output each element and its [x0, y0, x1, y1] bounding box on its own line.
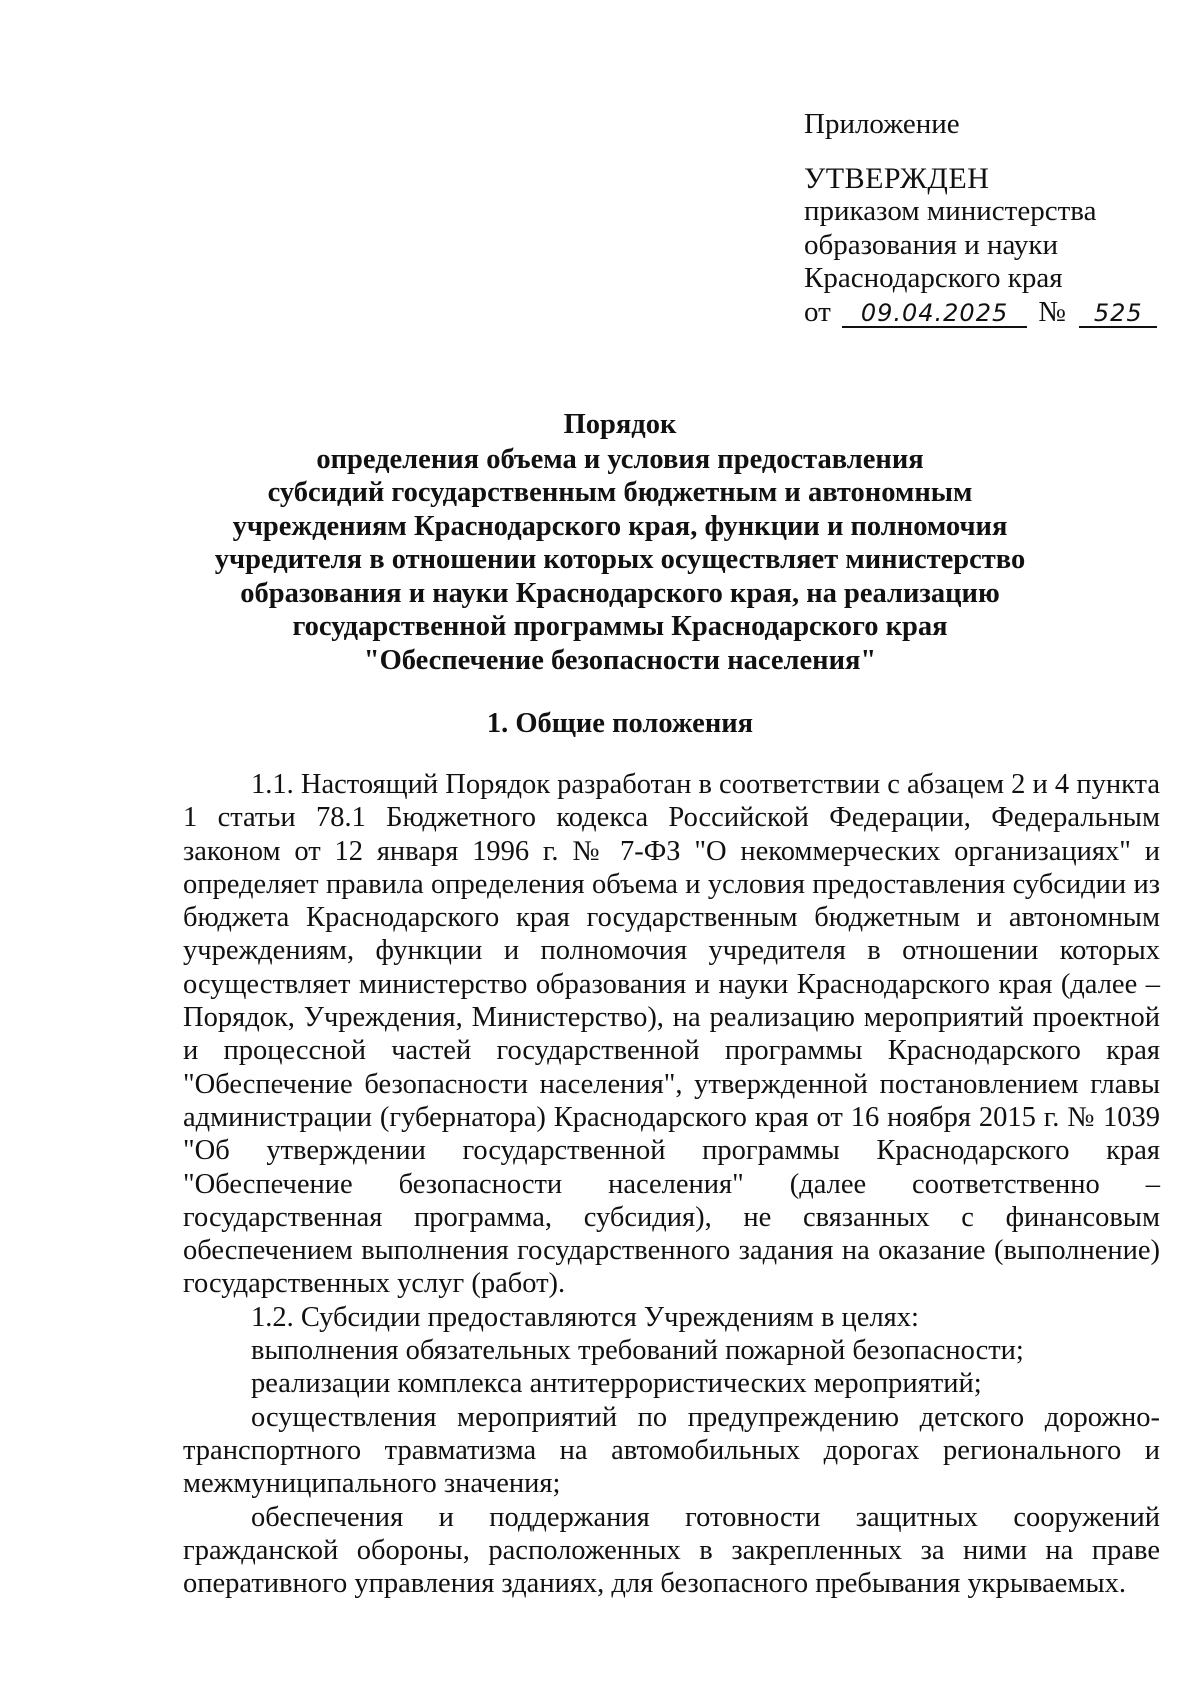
approval-line-3: Краснодарского края — [804, 262, 1063, 294]
date-prefix: от — [804, 295, 831, 328]
paragraph: обеспечения и поддержания готовности защитных сооружений гражданской обороны, расположенных в закрепленных за ними на праве оперативного управления зданиях, для безопасного пребывания укрываемых. — [183, 1501, 1160, 1600]
section-heading: 1. Общие положения — [486, 708, 754, 739]
paragraph: выполнения обязательных требований пожарной безопасности; — [251, 1335, 1024, 1367]
title-line: "Обеспечение безопасности населения" — [363, 644, 877, 676]
title-line: субсидий государственным бюджетным и автономным — [267, 477, 973, 508]
paragraph: 1.2. Субсидии предоставляются Учреждениям в целях: — [251, 1301, 919, 1333]
title-line: образования и науки Краснодарского края, на реализацию — [240, 577, 1000, 609]
approval-line-1: приказом министерства — [804, 195, 1097, 227]
paragraph: осуществления мероприятий по предупреждению детского дорожно-транспортного травматизма на автомобильных дорогах регионального и межмуниципального значения; — [183, 1401, 1160, 1500]
document-body — [183, 768, 1160, 1600]
title-line: учредителя в отношении которых осуществляет министерство — [214, 544, 1026, 575]
approval-line-2: образования и науки — [804, 228, 1059, 261]
appendix-label: Приложение — [804, 108, 960, 140]
approved-label: УТВЕРЖДЕН — [804, 161, 990, 195]
paragraph: реализации комплекса антитеррористических мероприятий; — [251, 1368, 982, 1400]
handwritten-number: 525 — [1079, 300, 1157, 328]
title-heading: Порядок — [563, 409, 677, 440]
paragraph: 1.1. Настоящий Порядок разработан в соответствии с абзацем 2 и 4 пункта 1 статьи 78.1 Бюджетного кодекса Российской Федерации, Федеральным законом от 12 января 1996 г. № 7-ФЗ "О некоммерческих организациях" и определяет правила определения объема и условия предоставления субсидии из бюджета Краснодарского края государственным бюджетным и автономным учреждениям, функции и полномочия учредителя в отношении которых осуществляет министерство образования и науки Краснодарского края (далее – Порядок, Учреждения, Министерство), на реализацию мероприятий проектной и процессной частей государственной программы Краснодарского края "Обеспечение безопасности населения", утвержденной постановлением главы администрации (губернатора) Краснодарского края от 16 ноября 2015 г. № 1039 "Об утверждении государственной программы Краснодарского края "Обеспечение безопасности населения" (далее соответственно – государственная программа, субсидия), не связанных с финансовым обеспечением выполнения государственного задания на оказание (выполнение) государственных услуг (работ). — [183, 769, 1160, 1300]
number-prefix: № — [1038, 295, 1066, 328]
approval-stamp-block — [804, 108, 1164, 329]
approval-date-line — [804, 296, 1164, 330]
document-title — [140, 408, 1100, 677]
title-line: учреждениям Краснодарского края, функции и полномочия — [232, 510, 1008, 542]
title-line: определения объема и условия предоставления — [316, 443, 924, 475]
handwritten-date: 09.04.2025 — [842, 300, 1027, 328]
title-line: государственной программы Краснодарского края — [292, 611, 948, 642]
